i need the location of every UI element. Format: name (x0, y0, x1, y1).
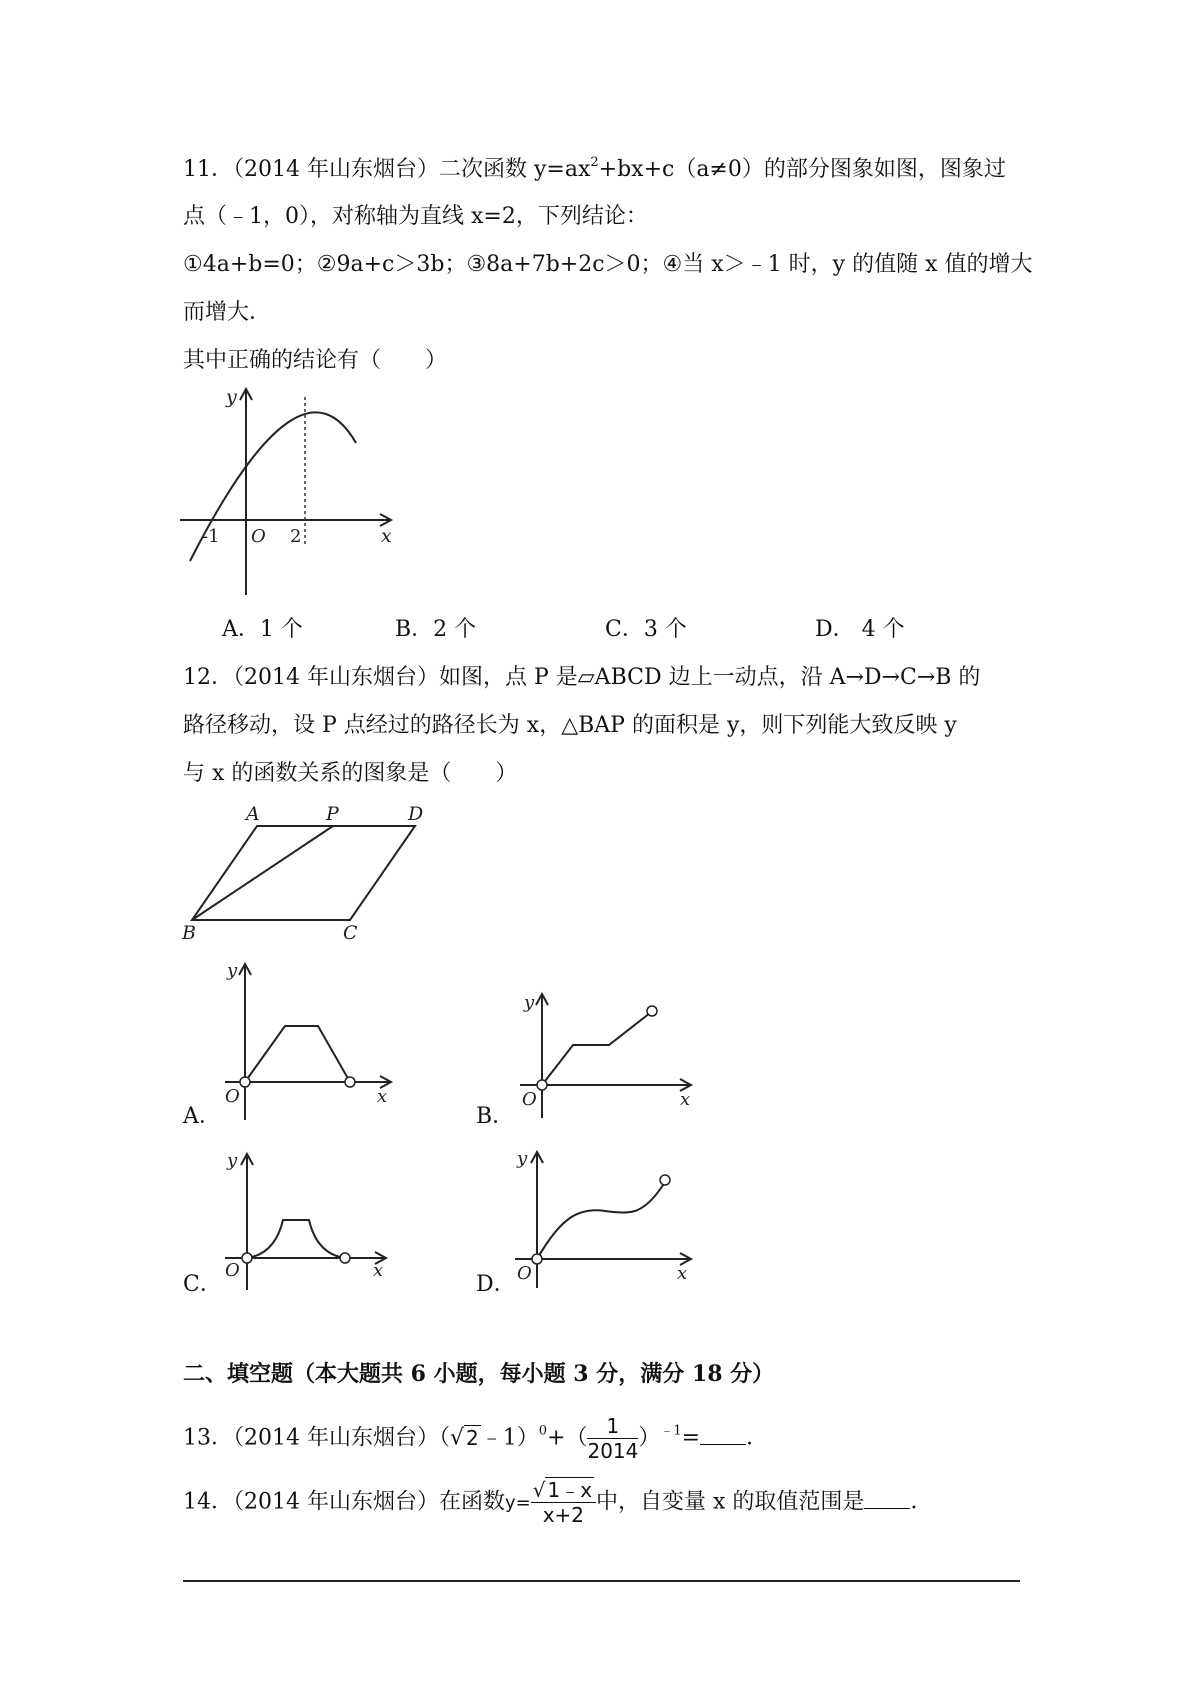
q13-plus: +（ (547, 1425, 588, 1451)
graph-b-origin-label: O (522, 1089, 537, 1110)
q12-graph-a (225, 960, 400, 1125)
graph-c-start-point (242, 1253, 252, 1263)
q12-parallelogram-figure (180, 805, 440, 945)
q13-prefix: 13．（2014 年山东烟台）（ (183, 1425, 450, 1451)
q14-sqrt-symbol: √ (532, 1478, 546, 1502)
q14-answer-blank (864, 1490, 910, 1509)
graph-b-y-label: y (524, 992, 535, 1013)
graph-a-y-label: y (227, 960, 238, 981)
label-b: B (182, 922, 196, 944)
q11-option-a: A．1 个 (222, 617, 303, 642)
q11-parabola-graph (180, 385, 410, 600)
q14-line (183, 1478, 932, 1527)
q14-prefix: 14．（2014 年山东烟台）在函数 (183, 1489, 505, 1515)
q12-option-b-label: B． (476, 1104, 515, 1129)
q11-option-c: C．3 个 (605, 617, 687, 642)
q14-suffix: 中，自变量 x 的取值范围是 (596, 1489, 865, 1515)
q13-sqrt-symbol: √ (449, 1425, 465, 1451)
q12-graph-c (225, 1150, 400, 1292)
q14-y-equals: y= (504, 1492, 531, 1514)
graph-c-y-label: y (227, 1150, 238, 1171)
q14-fraction-denominator: x+2 (542, 1503, 585, 1527)
graph-a-origin-label: O (225, 1086, 240, 1107)
q11-exponent: 2 (590, 155, 599, 170)
q11-line4: 而增大． (183, 300, 272, 325)
q14-fraction (531, 1478, 596, 1527)
graph-c-x-label: x (373, 1260, 384, 1281)
graph-b-x-label: x (680, 1089, 691, 1110)
q13-line (183, 1414, 768, 1463)
graph-d-end-point (660, 1175, 670, 1185)
graph-b-end-point (647, 1006, 657, 1016)
graph-d-start-point (532, 1254, 542, 1264)
q13-fraction-numerator: 1 (587, 1414, 638, 1439)
q12-option-d-label: D． (476, 1272, 516, 1297)
q11-x-label: x (381, 525, 392, 547)
q12-option-c-label: C． (183, 1272, 222, 1297)
q13-after-sqrt: ﹣1） (480, 1425, 539, 1451)
label-p: P (326, 805, 339, 825)
segment-bp (192, 826, 333, 920)
q11-line5: 其中正确的结论有（ ） (183, 348, 448, 373)
q12-graph-d (515, 1148, 700, 1293)
q11-option-b: B．2 个 (395, 617, 477, 642)
graph-a-x-label: x (377, 1086, 388, 1107)
q11-tick-2: 2 (290, 526, 302, 547)
q13-end: ． (746, 1425, 769, 1451)
footer-rule (183, 1580, 1020, 1582)
q11-line2: 点（﹣1，0），对称轴为直线 x=2，下列结论： (183, 204, 648, 229)
q14-fraction-numerator (531, 1478, 596, 1503)
label-d: D (408, 805, 424, 825)
graph-a-start-point (240, 1077, 250, 1087)
q13-exponent-zero: 0 (538, 1423, 548, 1439)
graph-b-curve (542, 1013, 650, 1085)
q11-tick-neg1: -1 (202, 526, 220, 547)
q13-sqrt-content: 2 (466, 1425, 479, 1450)
section2-heading: 二、填空题（本大题共 6 小题，每小题 3 分，满分 18 分） (183, 1361, 775, 1387)
q12-line1: 12．（2014 年山东烟台）如图，点 P 是▱ABCD 边上一动点，沿 A→D→C→B 的 (183, 665, 981, 690)
label-a: A (246, 805, 260, 825)
q11-origin-label: O (251, 526, 266, 547)
graph-d-origin-label: O (517, 1263, 532, 1284)
graph-d-curve (537, 1182, 665, 1259)
q12-option-a-label: A． (183, 1104, 221, 1129)
q13-exponent-neg1: ﹣1 (660, 1423, 682, 1439)
q12-line3: 与 x 的函数关系的图象是（ ） (183, 761, 518, 786)
q11-option-d: D． 4 个 (815, 617, 905, 642)
q11-line1 (183, 157, 1006, 183)
graph-d-x-label: x (677, 1263, 688, 1284)
label-c: C (343, 922, 358, 944)
q13-answer-blank (700, 1426, 746, 1445)
q11-line3: ①4a+b=0；②9a+c＞3b；③8a+7b+2c＞0；④当 x＞﹣1 时，y 的值随 x 值的增大 (183, 252, 1033, 277)
q14-end: ． (910, 1489, 933, 1515)
q13-close: ） (638, 1425, 661, 1451)
q11-line1-b: +bx+c（a≠0）的部分图象如图，图象过 (598, 157, 1006, 182)
q11-line1-a: 11．（2014 年山东烟台）二次函数 y=ax (183, 157, 591, 182)
graph-a-curve (245, 1026, 350, 1082)
graph-a-end-point (345, 1077, 355, 1087)
q13-fraction (587, 1414, 638, 1463)
graph-c-origin-label: O (225, 1260, 240, 1281)
q11-y-label: y (226, 386, 237, 408)
q14-sqrt-content: 1﹣x (547, 1478, 593, 1502)
graph-d-y-label: y (517, 1148, 528, 1169)
graph-c-end-point (340, 1253, 350, 1263)
q13-fraction-denominator: 2014 (587, 1439, 639, 1463)
q12-line2: 路径移动，设 P 点经过的路径长为 x，△BAP 的面积是 y，则下列能大致反映 y (183, 713, 957, 738)
graph-c-curve (247, 1220, 345, 1258)
parallelogram-abcd (192, 826, 415, 920)
q13-equals: = (681, 1425, 701, 1451)
q12-graph-b (520, 990, 700, 1120)
graph-b-start-point (537, 1080, 547, 1090)
